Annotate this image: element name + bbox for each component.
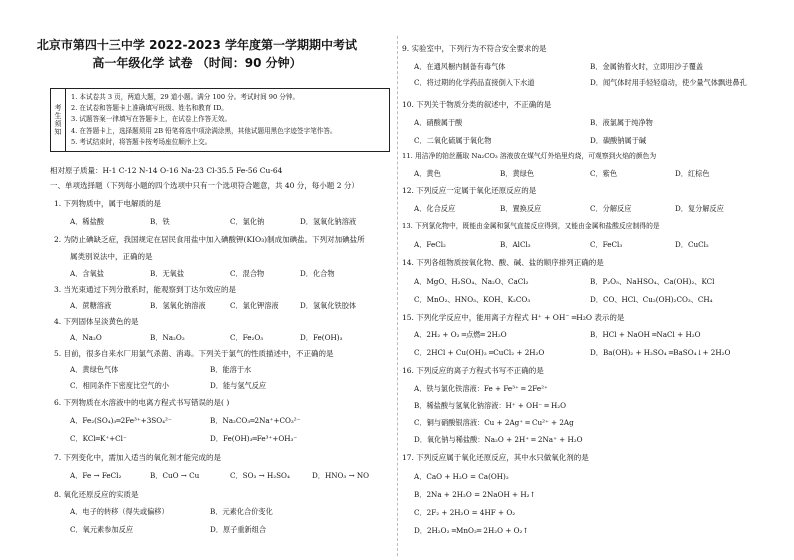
question-stem: 17. 下列反应属于氧化还原反应，其中水只做氧化剂的是 bbox=[402, 453, 589, 462]
question-stem: 6. 下列物质在水溶液中的电离方程式书写错误的是( ) bbox=[54, 398, 230, 407]
question-stem: 13. 下列氯化物中，既能由金属和氯气直接反应得到，又能由金属和盐酸反应制得的是 bbox=[402, 222, 660, 230]
option-d: D．CuCl₂ bbox=[675, 240, 709, 249]
option-b: B．Na₂CO₃═2Na⁺+CO₃²⁻ bbox=[210, 416, 301, 425]
option-d: D．闻气体时用手轻轻扇动，使少量气体飘进鼻孔 bbox=[590, 78, 747, 87]
option-d: D．化合物 bbox=[300, 269, 335, 278]
atomic-masses: 相对原子质量：H-1 C-12 N-14 O-16 Na-23 Cl-35.5 Fe-56 Cu-64 bbox=[50, 166, 283, 175]
option-a: A．化合反应 bbox=[414, 204, 456, 213]
option-a: A．Fe → FeCl₂ bbox=[70, 471, 122, 480]
question-stem: 4. 下列固体呈淡黄色的是 bbox=[54, 317, 139, 326]
question-stem: 12. 下列反应一定属于氧化还原反应的是 bbox=[402, 186, 537, 195]
option-b: B．HCl + NaOH ═NaCl + H₂O bbox=[590, 330, 701, 339]
exam-subtitle: 高一年级化学 试卷 （时间：90 分钟） bbox=[92, 56, 302, 70]
option-d: D．HNO₃ → NO bbox=[312, 471, 370, 480]
option-c: C．氧元素参加反应 bbox=[70, 525, 134, 534]
option-c: C．混合物 bbox=[230, 269, 265, 278]
question-stem: 8. 氧化还原反应的实质是 bbox=[54, 490, 139, 499]
option-d: D．能与氢气反应 bbox=[210, 381, 267, 390]
notice-item: 2. 在试卷和答题卡上准确填写班级、姓名和教育 ID。 bbox=[71, 104, 228, 113]
option-b: B．液氯属于纯净物 bbox=[590, 118, 653, 127]
option-c: C．分解反应 bbox=[590, 204, 632, 213]
option-d: D．原子重新组合 bbox=[210, 525, 267, 534]
option-a: A．铁与氯化铁溶液：Fe + Fe³⁺ ═ 2Fe²⁺ bbox=[414, 384, 548, 393]
option-b: B．AlCl₃ bbox=[500, 240, 531, 249]
option-a: A．硝酸属于酸 bbox=[414, 118, 463, 127]
option-d: D．碳酸钠属于碱 bbox=[590, 136, 647, 145]
option-d: D．红棕色 bbox=[675, 169, 710, 178]
notice-item: 4. 在答题卡上，选择题须用 2B 铅笔将选中项涂满涂黑，其他试题用黑色字迹签字笔作答。 bbox=[71, 126, 337, 135]
question-stem: 11. 用洁净的铂丝蘸取 Na₂CO₃ 溶液放在煤气灯外焰里灼烧，可观察到火焰的颜色为 bbox=[402, 152, 657, 160]
option-c: C．相同条件下密度比空气的小 bbox=[70, 381, 169, 390]
question-stem: 5. 目前，很多自来水厂用氯气杀菌、消毒。下列关于氯气的性质描述中，不正确的是 bbox=[54, 349, 334, 358]
notice-items bbox=[71, 92, 337, 148]
option-c: C．FeCl₃ bbox=[590, 240, 623, 249]
option-a: A．电子的转移（得失或偏移） bbox=[70, 507, 169, 516]
option-a: A．蔗糖溶液 bbox=[70, 301, 112, 310]
option-c: C．2HCl + Cu(OH)₂ ═CuCl₂ + 2H₂O bbox=[414, 348, 545, 357]
option-c: C．KCl═K⁺+Cl⁻ bbox=[70, 434, 127, 443]
notice-label-char: 须 bbox=[54, 120, 62, 128]
option-d: D．复分解反应 bbox=[675, 204, 724, 213]
option-b: B．金属钠着火时，立即用沙子覆盖 bbox=[590, 62, 704, 71]
option-c: C．铜与硝酸银溶液：Cu + 2Ag⁺ ═ Cu²⁺ + 2Ag bbox=[414, 418, 574, 427]
option-b: B．无氧盐 bbox=[150, 269, 185, 278]
question-stem: 14. 下列各组物质按氧化物、酸、碱、盐的顺序排列正确的是 bbox=[402, 258, 604, 267]
option-d: D．Fe(OH)₃ bbox=[300, 333, 343, 342]
option-c: C．将过期的化学药品直接倒入下水道 bbox=[414, 78, 535, 87]
option-a: A．黄绿色气体 bbox=[70, 365, 119, 374]
option-b: B．元素化合价变化 bbox=[210, 507, 273, 516]
option-c: C．二氧化硫属于氧化物 bbox=[414, 136, 492, 145]
section-heading: 一、单项选择题（下列每小题的四个选项中只有一个选项符合题意，共 40 分，每小题 2 分） bbox=[50, 181, 359, 190]
option-d: D．氢氧化铁胶体 bbox=[300, 301, 357, 310]
notice-label-char: 知 bbox=[54, 128, 62, 136]
option-a: A．MgO、H₂SO₄、Na₂O、CaCl₂ bbox=[414, 277, 529, 286]
option-b: B．Na₂O₂ bbox=[150, 333, 185, 342]
option-a: A．稀盐酸 bbox=[70, 217, 104, 226]
option-b: B．稀盐酸与氢氧化钠溶液：H⁺ + OH⁻ ═ H₂O bbox=[414, 401, 567, 410]
column-divider bbox=[397, 36, 398, 556]
question-stem: 3. 当光束通过下列分散系时，能观察到丁达尔效应的是 bbox=[54, 285, 237, 294]
option-b: B．黄绿色 bbox=[500, 169, 535, 178]
question-stem: 15. 下列化学反应中，能用离子方程式 H⁺ + OH⁻ ═H₂O 表示的是 bbox=[402, 313, 625, 322]
left-column bbox=[0, 0, 394, 560]
option-b: B．能溶于水 bbox=[210, 365, 252, 374]
option-d: D．氢氧化钠溶液 bbox=[300, 217, 357, 226]
candidate-notice-box bbox=[50, 88, 390, 152]
option-a: A．黄色 bbox=[414, 169, 441, 178]
option-b: B．CuO → Cu bbox=[150, 471, 200, 480]
question-stem-cont: 属类别说法中，正确的是 bbox=[70, 252, 153, 261]
exam-title: 北京市第四十三中学 2022-2023 学年度第一学期期中考试 bbox=[36, 38, 358, 52]
option-d: D．Fe(OH)₃═Fe³⁺+OH₃⁻ bbox=[210, 434, 298, 443]
option-b: B．置换反应 bbox=[500, 204, 542, 213]
option-d: D．Ba(OH)₂ + H₂SO₄ ═BaSO₄↓+ 2H₂O bbox=[590, 348, 731, 357]
question-stem: 16. 下列反应的离子方程式书写不正确的是 bbox=[402, 366, 544, 375]
option-c: C．氯化钾溶液 bbox=[230, 301, 279, 310]
option-d: D．CO、HCl、Cu₂(OH)₂CO₃、CH₄ bbox=[590, 295, 713, 304]
right-column bbox=[400, 0, 794, 560]
option-d: D．氧化钠与稀盐酸：Na₂O + 2H⁺ ═ 2Na⁺ + H₂O bbox=[414, 435, 583, 444]
option-a: A．2H₂ + O₂ ═点燃═ 2H₂O bbox=[414, 330, 507, 339]
option-c: C．紫色 bbox=[590, 169, 618, 178]
option-a: A．Fe₂(SO₄)₃═2Fe³⁺+3SO₄²⁻ bbox=[70, 416, 172, 425]
option-c: C．氯化钠 bbox=[230, 217, 265, 226]
option-b: B．氢氧化钠溶液 bbox=[150, 301, 206, 310]
option-d: D．2H₂O₂ ═MnO₂═ 2H₂O + O₂↑ bbox=[414, 526, 529, 535]
question-stem: 10. 下列关于物质分类的叙述中，不正确的是 bbox=[402, 100, 552, 109]
option-b: B．2Na + 2H₂O = 2NaOH + H₂↑ bbox=[414, 490, 536, 499]
question-stem: 7. 下列变化中，需加入适当的氧化剂才能完成的是 bbox=[54, 453, 222, 462]
notice-label-char: 生 bbox=[54, 112, 62, 120]
notice-item: 3. 试题答案一律填写在答题卡上，在试卷上作答无效。 bbox=[71, 115, 232, 124]
option-a: A．FeCl₂ bbox=[414, 240, 446, 249]
option-a: A．在通风橱内制备有毒气体 bbox=[414, 62, 506, 71]
question-stem: 1. 下列物质中，属于电解质的是 bbox=[54, 199, 162, 208]
notice-item: 1. 本试卷共 3 页，两道大题，29 道小题。满分 100 分。考试时间 90 分钟。 bbox=[71, 93, 300, 101]
question-stem: 9. 实验室中，下列行为不符合安全要求的是 bbox=[402, 44, 547, 53]
question-stem: 2. 为防止碘缺乏症，我国规定在居民食用盐中加入碘酸钾(KIO₃)制成加碘盐。下列对加碘盐所 bbox=[54, 235, 365, 244]
option-b: B．P₂O₅、NaHSO₄、Ca(OH)₂、KCl bbox=[590, 277, 715, 286]
notice-item: 5. 考试结束时，将答题卡按考场座位顺序上交。 bbox=[71, 137, 212, 146]
option-b: B．铁 bbox=[150, 217, 170, 226]
notice-label-char: 考 bbox=[54, 104, 62, 112]
option-c: C．Fe₂O₃ bbox=[230, 333, 264, 342]
option-a: A．CaO + H₂O = Ca(OH)₂ bbox=[414, 472, 509, 481]
notice-label bbox=[51, 89, 66, 151]
option-c: C．MnO₂、HNO₃、KOH、K₂CO₃ bbox=[414, 295, 531, 304]
option-a: A．含氧盐 bbox=[70, 269, 104, 278]
option-a: A．Na₂O bbox=[70, 333, 102, 342]
option-c: C．SO₃ → H₂SO₄ bbox=[230, 471, 290, 480]
option-c: C．2F₂ + 2H₂O = 4HF + O₂ bbox=[414, 508, 516, 517]
